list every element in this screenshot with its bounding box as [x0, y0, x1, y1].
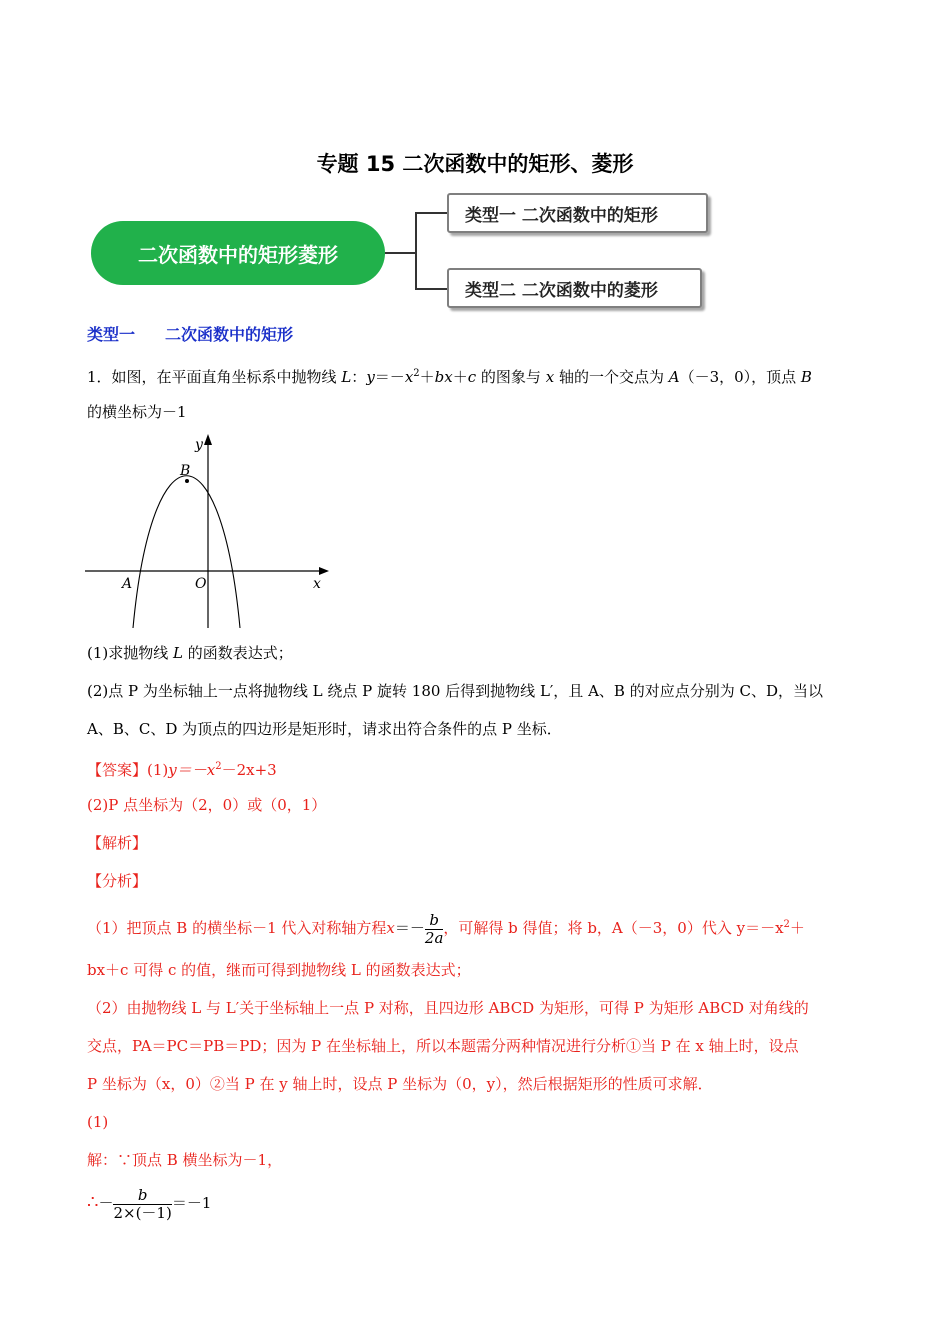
mindmap-connector-top	[415, 212, 447, 214]
vertex-point-b	[185, 479, 189, 483]
mindmap-branch-1: 类型一 二次函数中的矩形	[447, 193, 708, 233]
fraction-b-over-2-times-neg1: $\frac{b}{2\times(-1)}$	[113, 1185, 172, 1222]
label-o: O	[195, 576, 207, 592]
y-axis-arrow	[204, 434, 212, 445]
mindmap-connector-vertical	[415, 212, 417, 290]
question-line-1: 1．如图，在平面直角坐标系中抛物线 L：$y=-x^2+bx+c$ 的图象与 x 轴的一个交点为 A（－3，0），顶点 B	[87, 368, 812, 386]
mindmap-center: 二次函数中的矩形菱形	[91, 221, 385, 285]
part-2-line-1: (2)点 P 为坐标轴上一点将抛物线 L 绕点 P 旋转 180 后得到抛物线 L′，且 A、B 的对应点分别为 C、D，当以	[87, 682, 823, 700]
part-1: (1)求抛物线 L 的函数表达式；	[87, 644, 293, 662]
label-x: x	[313, 576, 321, 592]
solution-line-1: 解：∵顶点 B 横坐标为－1，	[87, 1151, 283, 1169]
section-label: 类型一	[87, 325, 136, 344]
parabola-graph	[85, 428, 335, 633]
mindmap-connector-stem	[385, 252, 417, 254]
label-b: B	[180, 463, 191, 479]
part-2-line-2: A、B、C、D 为顶点的四边形是矩形时，请求出符合条件的点 P 坐标．	[87, 720, 562, 738]
page-title: 专题 15 二次函数中的矩形、菱形	[316, 152, 634, 176]
section-name: 二次函数中的矩形	[165, 325, 294, 344]
answer-line-1: 【答案】$(1)y=-x^2-2x+3$	[87, 761, 277, 779]
analysis-step-1-line-2: bx＋c 可得 c 的值，继而可得到抛物线 L 的函数表达式；	[87, 961, 471, 979]
parabola-curve	[133, 476, 240, 628]
label-a: A	[122, 576, 133, 592]
question-line-2: 的横坐标为－1	[87, 403, 187, 421]
answer-line-2: (2)P 点坐标为（2，0）或（0，1）	[87, 796, 327, 814]
analysis-step-2-line-2: 交点，PA＝PC＝PB＝PD；因为 P 在坐标轴上，所以本题需分两种情况进行分析①当 P 在 x 轴上时，设点	[87, 1037, 799, 1055]
analysis-step-1-line-1: （1）把顶点 B 的横坐标－1 代入对称轴方程x＝－ $\frac{b}{2a}$ ，可解得 b 得值；将 b，A（－3，0）代入 $y=-x^2+$	[87, 910, 805, 947]
solution-line-2: ∴－ $\frac{b}{2\times(-1)}$ ＝－1	[87, 1185, 212, 1222]
mindmap-connector-bottom	[415, 288, 447, 290]
fenxi-label: 【分析】	[87, 872, 148, 890]
analysis-step-2-line-3: P 坐标为（x，0）②当 P 在 y 轴上时，设点 P 坐标为（0，y），然后根据矩形的性质可求解．	[87, 1075, 713, 1093]
x-axis-arrow	[319, 567, 329, 575]
analysis-step-2-line-1: （2）由抛物线 L 与 L′关于坐标轴上一点 P 对称，且四边形 ABCD 为矩形，可得 P 为矩形 ABCD 对角线的	[87, 999, 809, 1017]
label-y: y	[195, 437, 203, 453]
section-heading	[87, 322, 293, 345]
solution-part-1: (1)	[87, 1113, 109, 1131]
jiexi-label: 【解析】	[87, 834, 148, 852]
fraction-b-over-2a: $\frac{b}{2a}$	[424, 910, 444, 947]
mindmap-branch-2: 类型二 二次函数中的菱形	[447, 268, 702, 308]
